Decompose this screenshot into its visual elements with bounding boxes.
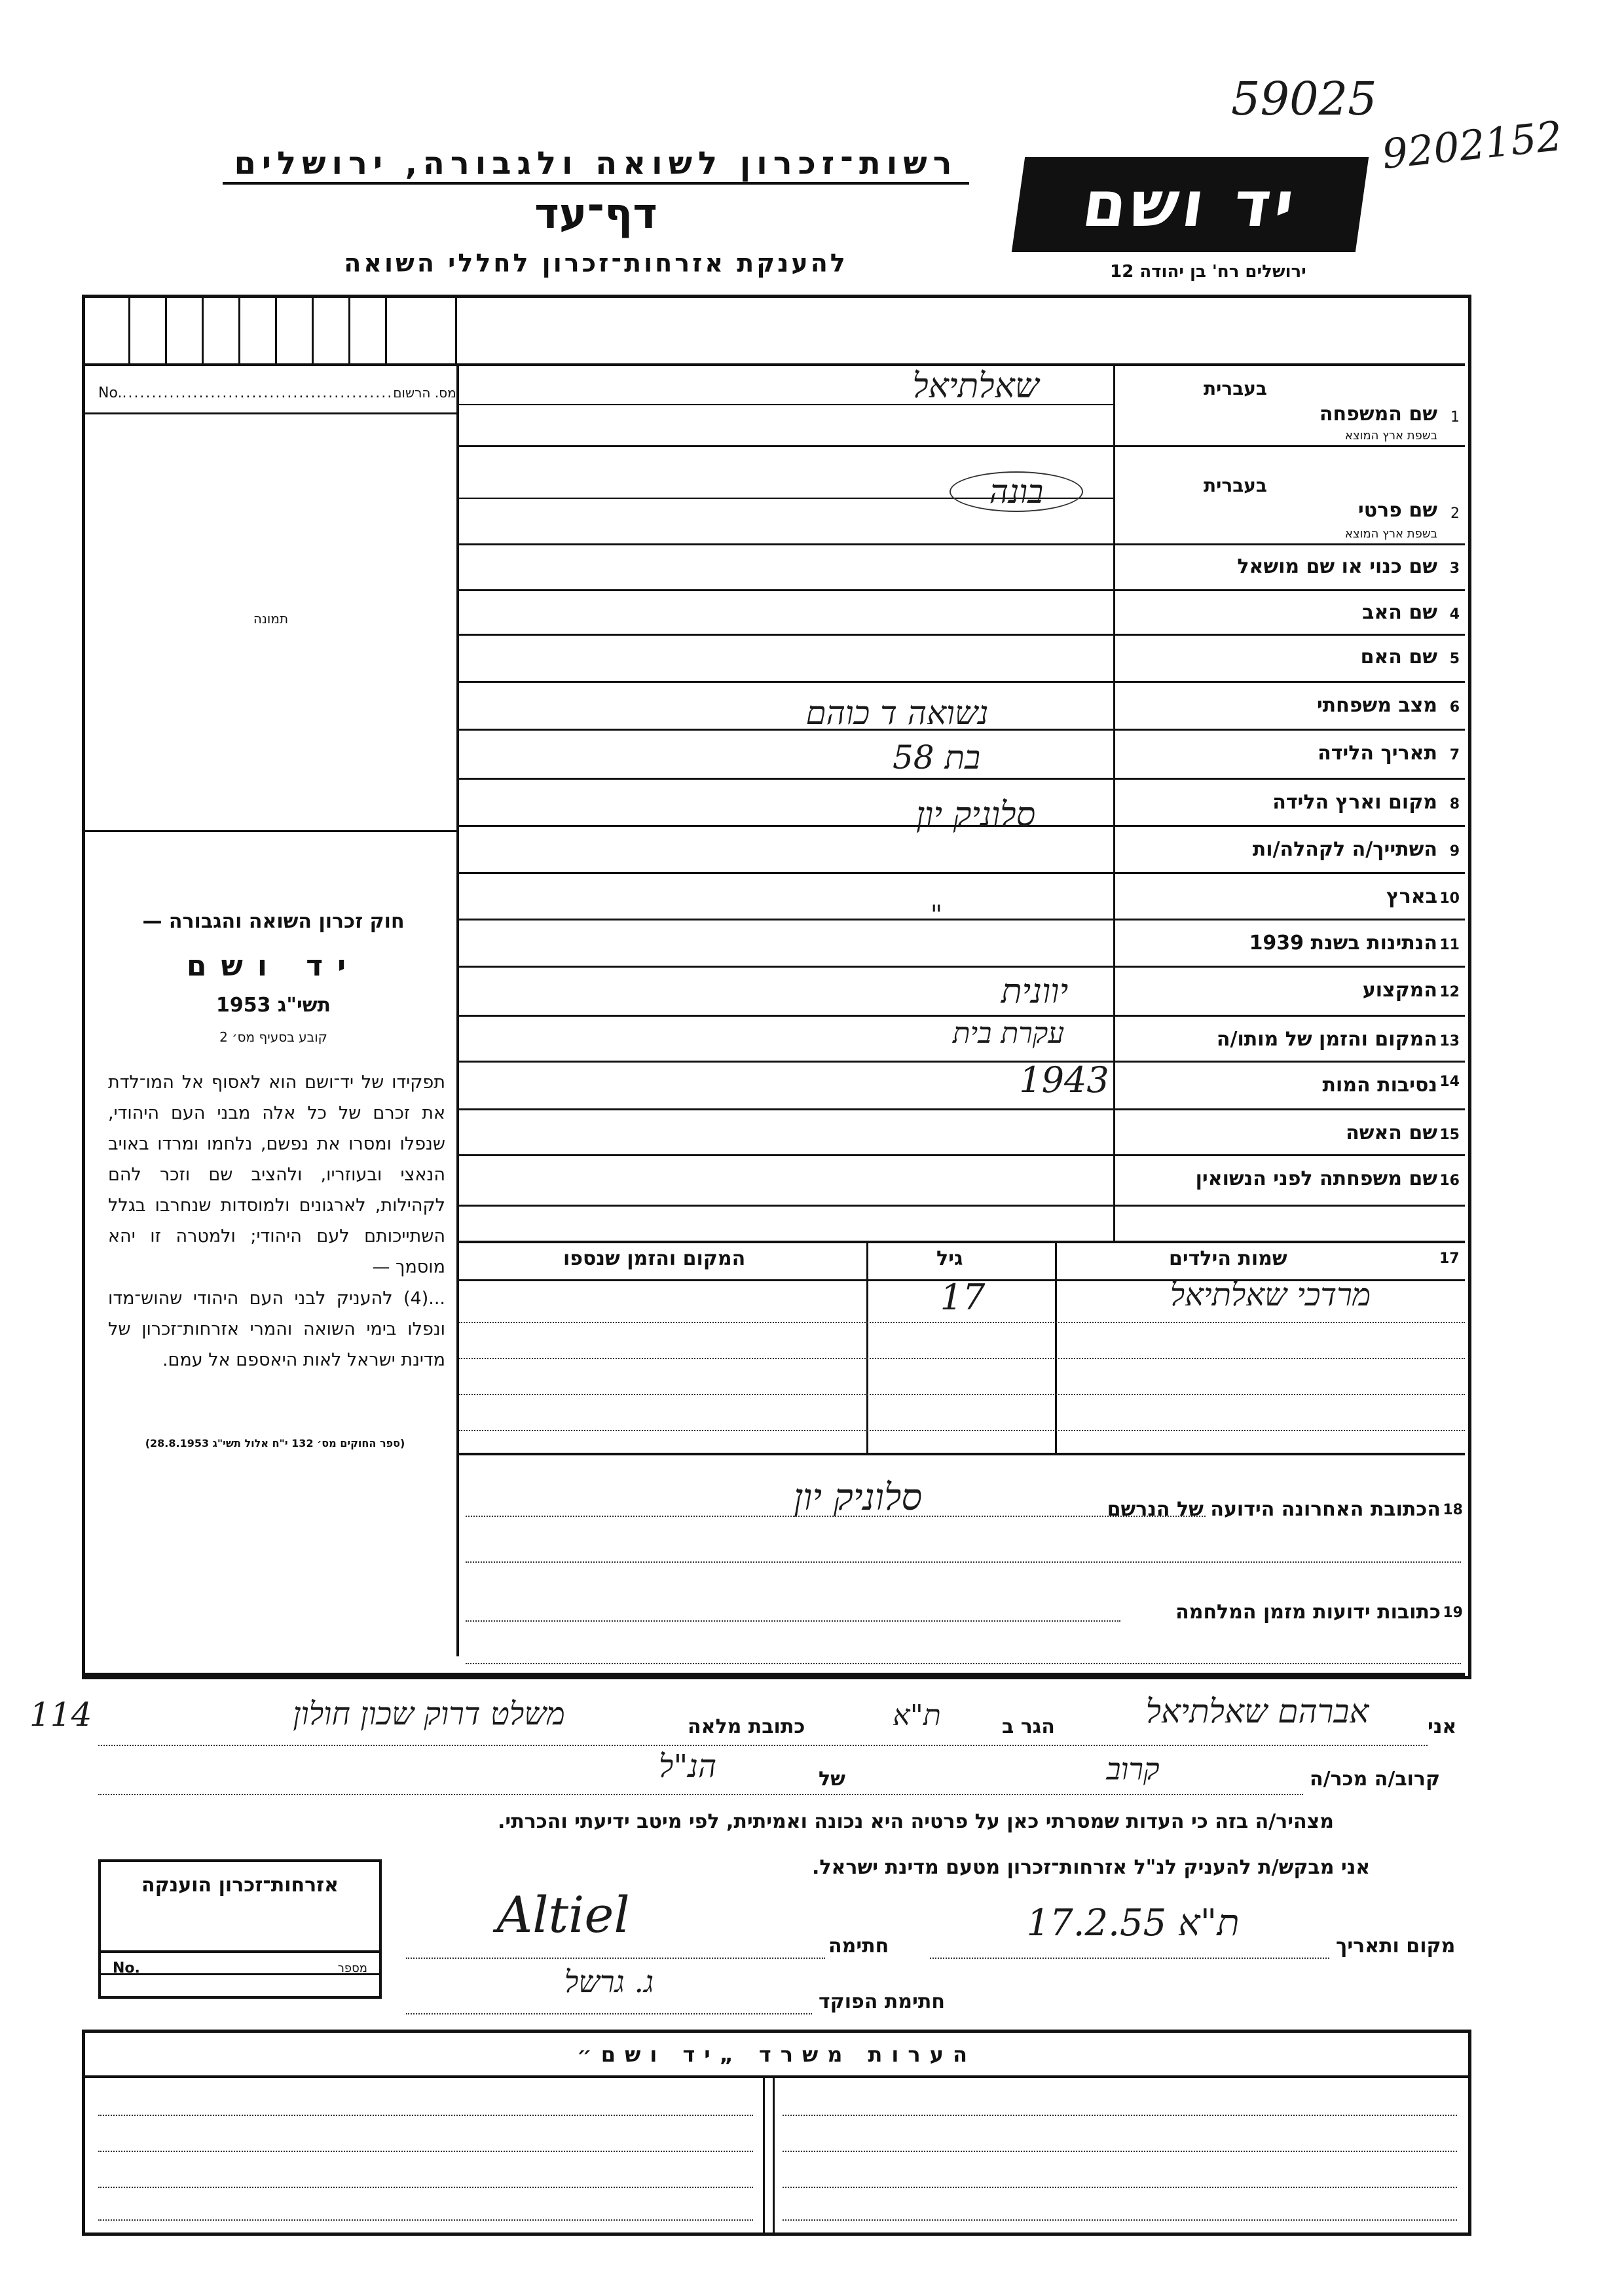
value-last-address[interactable]: סלוניק יון [793, 1476, 923, 1519]
stamp-title: אזרחות־זכרון הוענקה [141, 1874, 339, 1897]
field-family-name [1116, 363, 1464, 445]
field-nationality-1939 [1116, 919, 1464, 966]
decl-city[interactable]: ת"א [893, 1699, 941, 1732]
child-name[interactable]: מרדכי שאלתיאל [1170, 1277, 1371, 1313]
field-label: מצב משפחתי [1316, 694, 1437, 717]
law-text-1: תפקידו של יד־ושם הוא לאסוף אל המו־לדת את זכרם של כל אלה מבני העם היהודי, שנפלו ומסרו את נפשם, נלחמו ומרדו באויב הנאצי ובעוזריו, ולהציב שם וזכר להם לקהילות, לארגונים ולמוסדות שנחרבו בגלל השתייכותם לעם היהודי; ולמטרה זו יהא מוסמך — [108, 1072, 445, 1277]
decl-full-address-label: כתובת מלאה [688, 1715, 805, 1738]
archive-number: 59025 [1231, 72, 1377, 126]
value-death-year[interactable]: 1943 [1019, 1059, 1109, 1101]
decl-house-number[interactable]: 114 [29, 1696, 92, 1734]
logo-text: יד ושם [1078, 168, 1302, 241]
decl-relation-of[interactable]: הנ"ל [658, 1748, 717, 1785]
field-country [1116, 872, 1464, 919]
field-num: 7 [1449, 747, 1460, 763]
value-birth-date[interactable]: בת 58 [892, 738, 981, 776]
field-num: 18 [1443, 1502, 1463, 1518]
field-label: המקום והזמן של מותו/ה [1216, 1028, 1437, 1051]
field-label: בארץ [1386, 885, 1437, 908]
field-num: 15 [1439, 1127, 1460, 1143]
field-label: שם משפחתה לפני הנשואין [1195, 1167, 1437, 1190]
decl-place-date-label: מקום ותאריך [1336, 1935, 1456, 1958]
value-country[interactable]: " [930, 900, 943, 930]
top-boxes-row [85, 298, 1465, 366]
office-notes [82, 2030, 1471, 2236]
field-first-name [1116, 445, 1464, 543]
field-num: 11 [1439, 937, 1460, 953]
stamp-num-label: מספר [337, 1961, 367, 1975]
no-label: No. [98, 385, 122, 401]
field-num: 14 [1439, 1074, 1460, 1090]
field-sub-hebrew: בעברית [1203, 475, 1267, 496]
field-label: המקצוע [1362, 979, 1437, 1002]
value-marital-status[interactable]: נשואה ד כוהם [805, 694, 989, 732]
field-mother-name [1116, 634, 1464, 681]
decl-place-date[interactable]: ת"א 17.2.55 [1026, 1902, 1240, 1944]
field-label: כתובות ידועות מזמן המלחמה [1175, 1601, 1441, 1624]
stamp-box [98, 1859, 382, 1999]
archive-number-secondary: 9202152 [1379, 111, 1565, 179]
children-col-place: המקום והזמן שנספו [563, 1247, 746, 1270]
form-subtitle: להענקת אזרחות־זכרון לחללי השואה [344, 249, 848, 278]
law-clause: קובע בסעיף מס׳ 2 [219, 1029, 327, 1045]
field-label: השתייך/ה לקהלה/ות [1252, 838, 1437, 861]
decl-lives-label: הגר ב [1002, 1715, 1055, 1738]
photo-label: תמונה [253, 611, 289, 627]
field-label: מקום וארץ הלידה [1272, 791, 1437, 814]
office-notes-title: הערות משרד „יד ושם״ [577, 2042, 976, 2067]
decl-signature-label: חתימה [828, 1935, 889, 1958]
field-birth-date [1116, 729, 1464, 778]
field-num: 5 [1449, 651, 1460, 667]
law-text-2: ...(4) להעניק לבני העם היהודי שהוש־מדו ונפלו בימי השואה והמרי אזרחות־זכרון של מדינת ישראל לאות היאספם אל עמם. [108, 1288, 445, 1370]
field-maiden-name [1116, 1154, 1464, 1205]
field-label: תאריך הלידה [1318, 742, 1437, 765]
field-num: 10 [1439, 890, 1460, 907]
field-label: הכתובת האחרונה הידועה של הנרשם [1107, 1498, 1441, 1521]
children-col-names: שמות הילדים [1169, 1247, 1287, 1270]
field-death-place-time [1116, 1015, 1464, 1061]
field-label: שם האם [1360, 646, 1437, 668]
value-profession[interactable]: עקרת בית [952, 1017, 1065, 1050]
decl-relation-label: קרוב/ה מכר/ה [1310, 1768, 1441, 1791]
field-num: 13 [1439, 1033, 1460, 1049]
field-label: הנתינות בשנת 1939 [1249, 932, 1437, 955]
form-title: דף־עד [534, 190, 657, 238]
law-year: תשי"ג 1953 [215, 994, 331, 1017]
stamp-no-label: No. [113, 1960, 140, 1977]
reg-label: מס. הרשום [393, 385, 456, 401]
decl-official-signature[interactable]: ג. גרשל [564, 1964, 654, 1999]
law-reference: (ספר החוקים מס׳ 132 י"ח אלול תשי"ג 28.8.1953) [145, 1437, 405, 1449]
field-num: 6 [1449, 699, 1460, 716]
authority-title: רשות־זכרון לשואה ולגבורה, ירושלים [223, 145, 969, 185]
decl-i-label: אני [1428, 1715, 1457, 1738]
field-num: 9 [1449, 843, 1460, 860]
field-num: 1 [1450, 409, 1460, 426]
yad-vashem-logo [1012, 157, 1369, 252]
photo-area [85, 414, 456, 830]
value-nationality[interactable]: יוונית [1001, 972, 1069, 1011]
children-num: 17 [1439, 1250, 1460, 1267]
field-label: שם האשה [1346, 1121, 1437, 1144]
field-sub-origin: בשפת ארץ המוצא [1344, 527, 1437, 541]
field-marital-status [1116, 681, 1464, 729]
law-name: יד ושם [186, 949, 361, 983]
law-title: חוק זכרון השואה והגבורה — [142, 910, 405, 933]
decl-name[interactable]: אברהם שאלתיאל [1145, 1692, 1369, 1730]
field-sub-origin: בשפת ארץ המוצא [1344, 429, 1437, 443]
field-label: שם כנוי או שם מושאל [1237, 555, 1437, 578]
value-family-name[interactable]: שאלתיאל [912, 367, 1039, 406]
decl-of-label: של [819, 1768, 845, 1791]
field-num: 16 [1439, 1173, 1460, 1189]
decl-line-1: מצהיר/ה בזה כי העדות שמסרתי כאן על פרטיה היא נכונה ואמיתית, לפי מיטב ידיעתי והכרתי. [498, 1810, 1334, 1833]
children-col-age: גיל [936, 1247, 963, 1270]
field-community [1116, 825, 1464, 872]
value-first-name[interactable]: בונה [950, 471, 1083, 512]
decl-line-2: אני מבקש/ת להעניק לנ"ל אזרחות־זכרון מטעם מדינת ישראל. [812, 1856, 1371, 1879]
decl-relation[interactable]: קרוב [1106, 1751, 1160, 1787]
field-sub-hebrew: בעברית [1203, 378, 1267, 399]
decl-signature[interactable]: Altiel [496, 1886, 630, 1944]
decl-official-label: חתימת הפוקד [819, 1990, 945, 2013]
field-num: 4 [1449, 606, 1460, 623]
field-profession [1116, 966, 1464, 1015]
field-num: 2 [1450, 505, 1460, 522]
value-birth-place[interactable]: סלוניק יון [915, 795, 1036, 835]
children-table [459, 1241, 1465, 1455]
field-num: 19 [1443, 1605, 1463, 1621]
field-label: שם האב [1362, 601, 1437, 624]
field-num: 12 [1439, 984, 1460, 1000]
child-age[interactable]: 17 [940, 1277, 986, 1318]
field-birth-place [1116, 778, 1464, 825]
registration-number: No...............................................מס. הרשום [98, 385, 456, 401]
field-alias [1116, 543, 1464, 589]
field-father-name [1116, 589, 1464, 634]
logo-address: ירושלים רח' בן יהודה 12 [1110, 262, 1306, 282]
field-num: 8 [1449, 796, 1460, 812]
field-wife-name [1116, 1108, 1464, 1154]
decl-full-address[interactable]: משלט דרוק שכון חולון [293, 1696, 565, 1732]
field-death-circumstances [1116, 1061, 1464, 1108]
field-num: 3 [1449, 560, 1460, 577]
field-label: נסיבות המות [1322, 1074, 1437, 1097]
field-label: שם פרטי [1357, 499, 1437, 522]
field-label: שם המשפחה [1319, 403, 1437, 426]
